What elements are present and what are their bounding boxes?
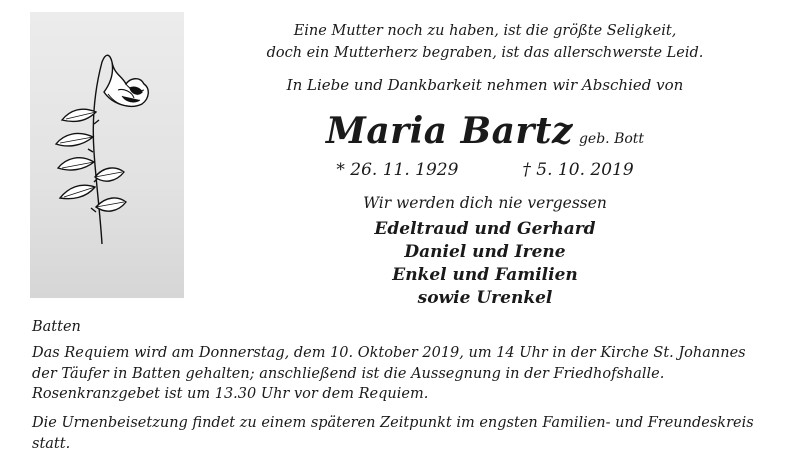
- requiem-line-2: der Täufer in Batten gehalten; anschließend ist die Aussegnung in der Friedhofshalle.: [32, 365, 665, 382]
- requiem-line-3: Rosenkranzgebet ist um 13.30 Uhr vor dem Requiem.: [32, 386, 429, 402]
- place-name: Batten: [32, 319, 81, 335]
- mourner-line: Edeltraud und Gerhard: [374, 219, 596, 239]
- life-dates: [200, 160, 770, 180]
- death-date: † 5. 10. 2019: [522, 160, 634, 180]
- mourner-line: sowie Urenkel: [417, 288, 553, 308]
- maiden-name: geb. Bott: [578, 131, 645, 147]
- poem-line-2: doch ein Mutterherz begraben, ist das allerschwerste Leid.: [266, 45, 704, 61]
- never-forget-text: Wir werden dich nie vergessen: [363, 194, 607, 212]
- memorial-poem: [200, 20, 770, 64]
- requiem-line-1: Das Requiem wird am Donnerstag, dem 10. Oktober 2019, um 14 Uhr in der Kirche St. Johannes: [32, 345, 746, 361]
- farewell-text: In Liebe und Dankbarkeit nehmen wir Abschied von: [286, 76, 684, 94]
- mourners-list: [200, 218, 770, 310]
- mourner-line: Daniel und Irene: [404, 242, 566, 262]
- rose-image-panel: [30, 12, 184, 298]
- birth-date: * 26. 11. 1929: [336, 160, 459, 180]
- requiem-text: [32, 343, 782, 405]
- deceased-name: Maria Bartz: [325, 110, 573, 152]
- poem-line-1: Eine Mutter noch zu haben, ist die größte Seligkeit,: [293, 23, 677, 39]
- mourner-line: Enkel und Familien: [392, 265, 578, 285]
- urn-burial-text: Die Urnenbeisetzung findet zu einem späteren Zeitpunkt im engsten Familien- und Freundeskreis statt.: [32, 415, 754, 452]
- rose-drawing-icon: [30, 12, 184, 298]
- deceased-name-line: [200, 110, 770, 156]
